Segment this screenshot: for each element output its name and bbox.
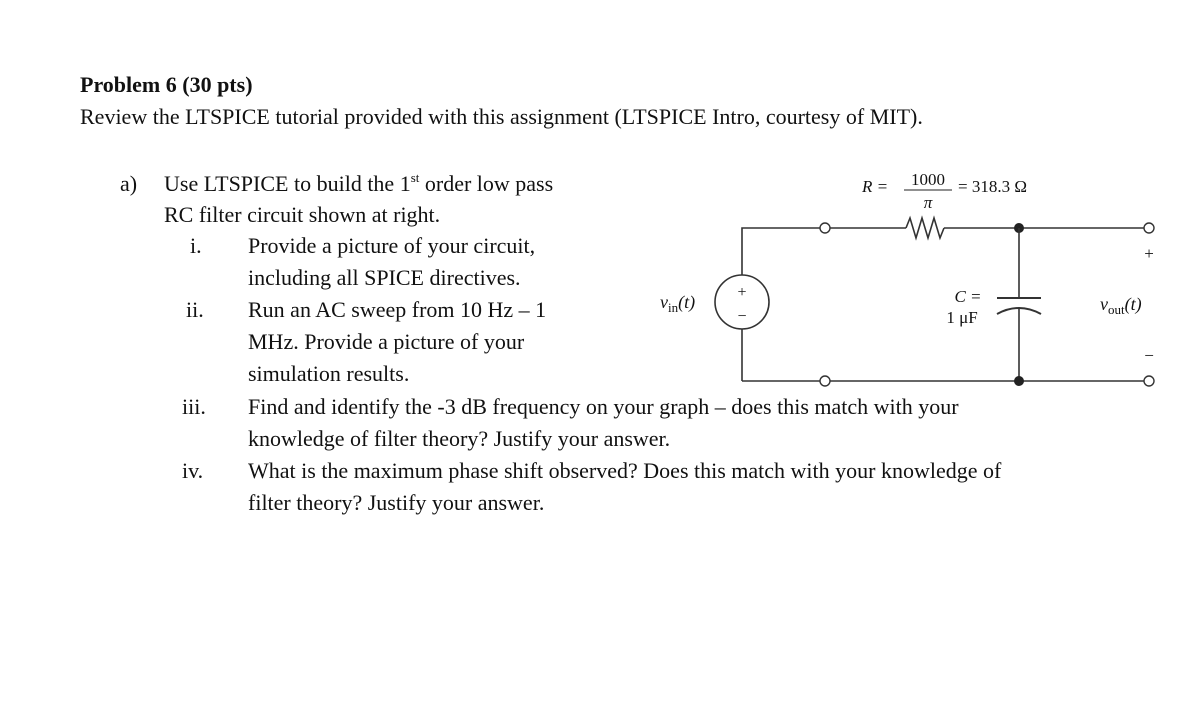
item-ii-numeral: ii.: [186, 297, 204, 322]
problem-intro: Review the LTSPICE tutorial provided with this assignment (LTSPICE Intro, courtesy of MIT).: [80, 104, 923, 129]
output-plus-sign: +: [1144, 244, 1154, 263]
output-terminal-top: [1144, 223, 1154, 233]
item-iv-numeral: iv.: [182, 458, 204, 483]
input-terminal-top: [820, 223, 830, 233]
bottom-node-dot: [1014, 376, 1024, 386]
source-minus-sign: −: [737, 308, 747, 325]
item-i-numeral: i.: [190, 233, 202, 258]
vout-label: [1100, 294, 1142, 317]
vin-subscript: in: [668, 300, 679, 315]
part-a-marker: a): [120, 171, 138, 196]
item-i-line-1: Provide a picture of your circuit,: [248, 233, 536, 258]
vout-symbol: v: [1100, 294, 1108, 314]
capacitor-label-line-1: C =: [954, 287, 982, 306]
vin-argument: (t): [678, 292, 696, 312]
item-iii-numeral: iii.: [182, 394, 206, 419]
vin-label: [660, 292, 695, 315]
capacitor-label-line-2: 1 μF: [946, 308, 978, 327]
item-iii-line-2: knowledge of filter theory? Justify your answer.: [248, 426, 671, 451]
r-label-value: = 318.3 Ω: [958, 177, 1027, 196]
item-iii-line-1: Find and identify the -3 dB frequency on your graph – does this match with your: [248, 394, 959, 419]
part-a-line-1-sup: st: [410, 170, 420, 185]
vin-symbol: v: [660, 292, 668, 312]
top-left-wire: [742, 228, 820, 275]
problem-title: Problem 6 (30 pts): [80, 72, 253, 97]
item-ii-line-3: simulation results.: [248, 361, 410, 386]
vout-subscript: out: [1108, 302, 1125, 317]
item-ii-line-2: MHz. Provide a picture of your: [248, 329, 525, 354]
source-plus-sign: +: [737, 284, 747, 301]
r-label-numerator: 1000: [911, 170, 945, 189]
part-a-line-2: RC filter circuit shown at right.: [164, 202, 441, 227]
r-label-denominator: π: [923, 193, 933, 212]
part-a-line-1-post: order low pass: [419, 171, 554, 196]
part-a-line-1: [164, 169, 553, 199]
rc-lowpass-circuit-diagram: [640, 150, 1200, 400]
resistor-icon: [906, 218, 944, 238]
input-terminal-bottom: [820, 376, 830, 386]
output-minus-sign: −: [1144, 346, 1154, 365]
item-ii-line-1: Run an AC sweep from 10 Hz – 1: [248, 297, 547, 322]
r-label-symbol: R =: [862, 177, 889, 196]
item-iv-line-1: What is the maximum phase shift observed? Does this match with your knowledge of: [248, 458, 1002, 483]
output-terminal-bottom: [1144, 376, 1154, 386]
item-iv-line-2: filter theory? Justify your answer.: [248, 490, 545, 515]
vout-argument: (t): [1124, 294, 1142, 314]
item-i-line-2: including all SPICE directives.: [248, 265, 521, 290]
part-a-line-1-pre: Use LTSPICE to build the 1: [164, 171, 411, 196]
